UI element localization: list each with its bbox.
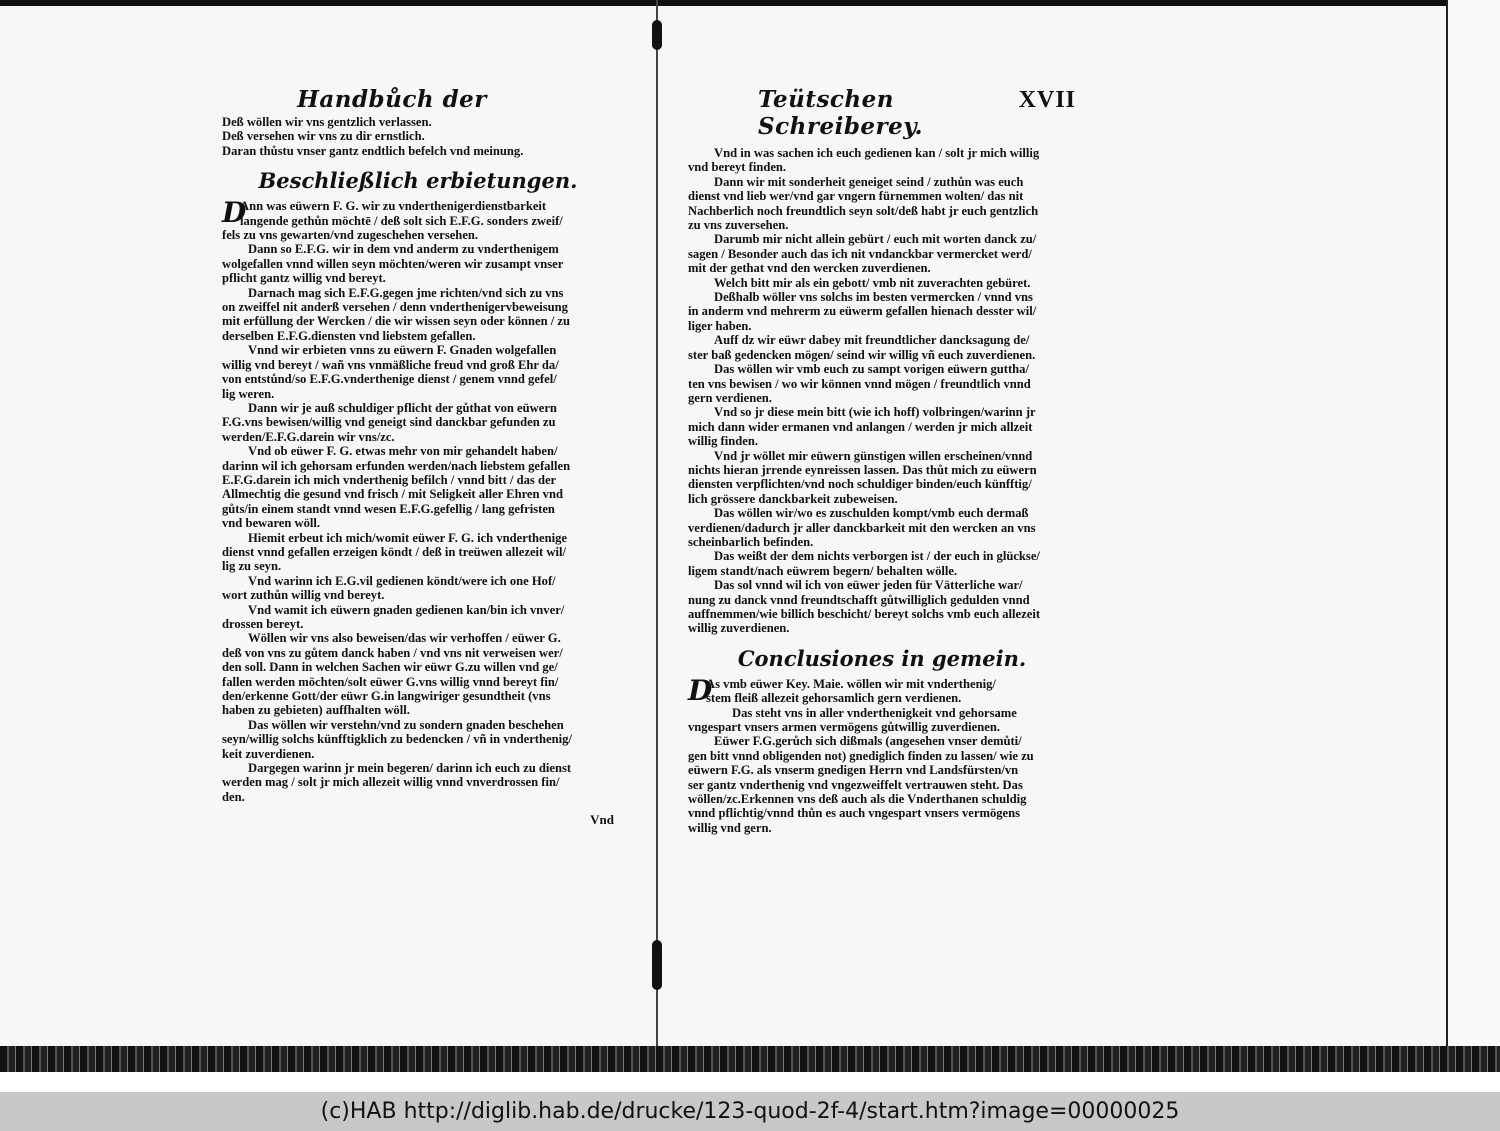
text-line: gůts/in einem standt vnnd wesen E.F.G.gefellig / lang gefristen <box>222 501 555 516</box>
text-line: fallen werden möchten/solt eüwer G.vns willig vnnd bereyt fin/ <box>222 674 559 689</box>
dropcap-paragraph <box>222 196 614 230</box>
text-line: den soll. Dann in welchen Sachen wir eüwr G.zu willen vnd ge/ <box>222 660 558 675</box>
text-line: Dann so E.F.G. wir in dem vnd anderm zu vnderthenigem <box>248 242 559 257</box>
spine-line <box>656 0 658 1060</box>
text-line: Das wöllen wir/wo es zuschulden kompt/vmb euch dermaß <box>714 506 1029 521</box>
text-line: Das sol vnnd wil ich von eüwer jeden für Vätterliche war/ <box>714 578 1023 593</box>
text-line: stem fleiß allezeit gehorsamlich gern verdienen. <box>706 691 962 706</box>
left-body-text <box>222 228 614 804</box>
text-line: Dann wir je auß schuldiger pflicht der gůthat von eüwern <box>248 400 557 415</box>
text-line: Deß versehen wir vns zu dir ernstlich. <box>222 129 425 144</box>
text-line: in anderm vnd mehrerm zu eüwerm gefallen hienach desster wil/ <box>688 304 1037 319</box>
text-line: vnd bewaren wöll. <box>222 516 321 531</box>
text-line: pflicht gantz willig vnd bereyt. <box>222 271 386 286</box>
text-line: Auff dz wir eüwr dabey mit freundtlicher dancksagung de/ <box>714 333 1030 348</box>
left-section-title: Beschließlich erbietungen. <box>258 168 578 194</box>
text-line: mit erfüllung der Wercken / die wir wissen seyn oder können / zu <box>222 314 570 329</box>
text-line: darinn wil ich gehorsam erfunden werden/nach liebstem gefallen <box>222 458 571 473</box>
text-line: derselben E.F.G.diensten vnd liebstem gefallen. <box>222 328 476 343</box>
intro-block <box>222 115 614 158</box>
text-line: diensten verpflichten/vnd noch schuldiger binden/euch künfftig/ <box>688 477 1032 492</box>
text-line: Wöllen wir vns also beweisen/das wir verhoffen / eüwer G. <box>248 631 561 646</box>
text-line: Das wöllen wir vmb euch zu sampt vorigen eüwern guttha/ <box>714 362 1029 377</box>
text-line: fels zu vns gewarten/vnd zugeschehen versehen. <box>222 228 479 243</box>
text-line: ten vns bewisen / wo wir können vnnd mögen / freundtlich vnnd <box>688 376 1031 391</box>
left-running-head: Handbůch der <box>297 86 487 113</box>
scan-right-edge <box>1446 0 1500 1072</box>
text-line: wort zuthůn willig vnd bereyt. <box>222 588 385 603</box>
text-line: E.F.G.darein ich mich vnderthenig befilch / vnnd bitt / das der <box>222 472 557 487</box>
text-line: von entstůnd/so E.F.G.vnderthenige dienst / genem vnnd gefel/ <box>222 372 557 387</box>
text-line: gen bitt vnnd obligenden not) gnediglich finden zu lassen/ wie zu <box>688 748 1034 763</box>
text-line: nung zu danck vnnd freundtschafft gůtwilliglich gedulden vnnd <box>688 592 1030 607</box>
text-line: Das weißt der dem nichts verborgen ist / der euch in glückse/ <box>714 549 1040 564</box>
text-line: Dann wir mit sonderheit geneiget seind / zuthůn was euch <box>714 174 1024 189</box>
text-line: wöllen/zc.Erkennen vns deß auch als die Vnderthanen schuldig <box>688 792 1027 807</box>
text-line: Eüwer F.G.gerůch sich dißmals (angesehen vnser demůti/ <box>714 734 1022 749</box>
right-running-head-row <box>758 86 1076 140</box>
text-line: Welch bitt mir als ein gebott/ vmb nit zuverachten gebüret. <box>714 275 1031 290</box>
text-line: Vnd so jr diese mein bitt (wie ich hoff) volbringen/warinn jr <box>714 405 1036 420</box>
text-line: auffnemmen/wie billich beschicht/ bereyt solchs vmb euch allezeit <box>688 607 1041 621</box>
scan-top-border <box>0 0 1500 6</box>
right-running-head: Teütschen Schreiberey. <box>758 86 924 140</box>
text-line: dienst vnd lieb wer/vnd gar vngern fürnemmen wolten/ das nit <box>688 189 1024 204</box>
text-line: Nachberlich noch freundtlich seyn solt/deß habt jr euch gentzlich <box>688 203 1039 218</box>
footer-url-text: (c)HAB http://diglib.hab.de/drucke/123-quod-2f-4/start.htm?image=00000025 <box>320 1099 1180 1124</box>
text-line: Deßhalb wöller vns solchs im besten vermercken / vnnd vns <box>714 290 1033 305</box>
text-line: Das steht vns in aller vnderthenigkeit vnd gehorsame <box>732 705 1017 720</box>
text-line: vnnd pflichtig/vnnd thůn es auch vngespart vnsers vermögens <box>688 806 1021 821</box>
text-line: vnd bereyt finden. <box>688 160 787 175</box>
book-spine <box>650 0 664 1060</box>
dropcap-paragraph <box>688 673 1076 720</box>
text-line: Deß wöllen wir vns gentzlich verlassen. <box>222 115 432 129</box>
text-line: scheinbarlich befinden. <box>688 534 814 549</box>
dropcap-lines <box>706 677 1017 720</box>
text-line: ster baß gedencken mögen/ seind wir willig vñ euch zuverdienen. <box>688 347 1036 362</box>
text-line: werden/E.F.G.darein wir vns/zc. <box>222 429 395 444</box>
text-line: keit zuverdienen. <box>222 746 315 761</box>
text-line: nichts hieran jrrende eynreissen lassen. Das thůt mich zu eüwern <box>688 462 1037 477</box>
text-line: deß von vns zu gůtem danck haben / vnd vns nit verweisen wer/ <box>222 645 563 660</box>
text-line: Ann was eüwern F. G. wir zu vnderthenigerdienstbarkeit <box>240 199 547 214</box>
text-line: Hiemit erbeut ich mich/womit eüwer F. G. ich vnderthenige <box>248 530 567 545</box>
text-line: lig weren. <box>222 386 275 401</box>
scan-bottom-border <box>0 1046 1500 1072</box>
text-line: den. <box>222 789 245 804</box>
right-section-title: Conclusiones in gemein. <box>737 645 1027 671</box>
text-line: ser gantz vnderthenig vnd vngezweiffelt vertrauwen steht. Das <box>688 777 1023 792</box>
text-line: werden mag / solt jr mich allezeit willig vnnd vnverdrossen fin/ <box>222 775 560 790</box>
text-line: Darnach mag sich E.F.G.gegen jme richten/vnd sich zu vns <box>248 285 564 300</box>
text-line: willig zuverdienen. <box>688 621 790 636</box>
text-line: zu vns zuversehen. <box>688 218 789 233</box>
text-line: vngespart vnsers armen vermögens gůtwillig zuverdienen. <box>688 720 1001 735</box>
text-line: mich dann wider ermanen vnd anlangen / werden jr mich allzeit <box>688 419 1033 434</box>
right-body-text <box>688 146 1076 636</box>
text-line: F.G.vns bewisen/willig vnd geneigt sind danckbar gefunden zu <box>222 415 556 430</box>
text-line: Vnd wamit ich eüwern gnaden gedienen kan/bin ich vnver/ <box>248 602 565 617</box>
dropcap-letter: D <box>222 196 247 230</box>
text-line: Dargegen warinn jr mein begeren/ darinn ich euch zu dienst <box>248 761 572 776</box>
text-line: willig vnd gern. <box>688 820 772 835</box>
text-line: willig vnd bereyt / wañ vns vnmäßliche freud vnd groß Ehr da/ <box>222 357 559 372</box>
dropcap-lines <box>240 199 563 228</box>
text-line: Vnd in was sachen ich euch gedienen kan / solt jr mich willig <box>714 146 1040 160</box>
text-line: Vnd warinn ich E.G.vil gedienen köndt/were ich one Hof/ <box>248 573 556 588</box>
text-line: mit der gethat vnd den wercken zuverdienen. <box>688 261 931 276</box>
folio-number: XVII <box>1018 87 1076 113</box>
text-line: willig finden. <box>688 434 758 449</box>
text-line: den/erkenne Gott/der eüwr G.in langwiriger gesundtheit (vns <box>222 689 551 704</box>
text-line: lig zu seyn. <box>222 559 282 574</box>
text-line: Das wöllen wir verstehn/vnd zu sondern gnaden beschehen <box>248 717 564 732</box>
text-line: Darumb mir nicht allein gebürt / euch mit worten danck zu/ <box>714 232 1037 247</box>
right-page <box>688 86 1076 835</box>
text-line: dienst vnnd gefallen erzeigen köndt / deß in treüwen allezeit wil/ <box>222 544 566 559</box>
text-line: ligem standt/nach eüwrem begern/ behalten wölle. <box>688 563 958 578</box>
text-line: As vmb eüwer Key. Maie. wöllen wir mit vnderthenig/ <box>706 676 996 691</box>
text-line: lich grössere danckbarkeit zubeweisen. <box>688 491 898 506</box>
text-line: verdienen/dadurch jr aller danckbarkeit mit den wercken an vns <box>688 520 1036 535</box>
text-line: haben zu gebieten) auffhalten wöll. <box>222 703 410 718</box>
dropcap-letter: D <box>688 673 713 707</box>
text-line: langende gethůn möchtē / deß solt sich E.F.G. sonders zweif/ <box>240 213 563 228</box>
text-line: sagen / Besonder auch das ich nit vndanckbar vermercket werd/ <box>688 246 1032 261</box>
spine-mark <box>652 20 662 50</box>
text-line: seyn/willig solchs künfftigklich zu bedencken / vñ in vnderthenig/ <box>222 732 572 747</box>
text-line: Allmechtig die gesund vnd frisch / mit Seligkeit aller Ehren vnd <box>222 487 563 502</box>
left-page <box>222 86 614 828</box>
text-line: on zweiffel nit anderß versehen / denn vnderthenigervbeweisung <box>222 300 568 315</box>
catchword: Vnd <box>590 812 614 828</box>
text-line: drossen bereyt. <box>222 617 304 631</box>
copyright-footer <box>0 1092 1500 1131</box>
text-line: liger haben. <box>688 318 752 333</box>
right-body-text-2 <box>688 720 1076 835</box>
text-line: Daran thůstu vnser gantz endtlich befelch vnd meinung. <box>222 143 524 158</box>
text-line: gern verdienen. <box>688 390 772 405</box>
text-line: eüwern F.G. als vnserm gnedigen Herrn vnd Landsfürsten/vn <box>688 763 1019 778</box>
text-line: Vnd jr wöllet mir eüwern günstigen willen erscheinen/vnnd <box>714 448 1033 463</box>
text-line: Vnnd wir erbieten vnns zu eüwern F. Gnaden wolgefallen <box>248 343 557 358</box>
spine-mark <box>652 940 662 990</box>
text-line: Vnd ob eüwer F. G. etwas mehr von mir gehandelt haben/ <box>248 444 558 459</box>
text-line: wolgefallen vnnd willen seyn möchten/weren wir zusampt vnser <box>222 256 564 271</box>
